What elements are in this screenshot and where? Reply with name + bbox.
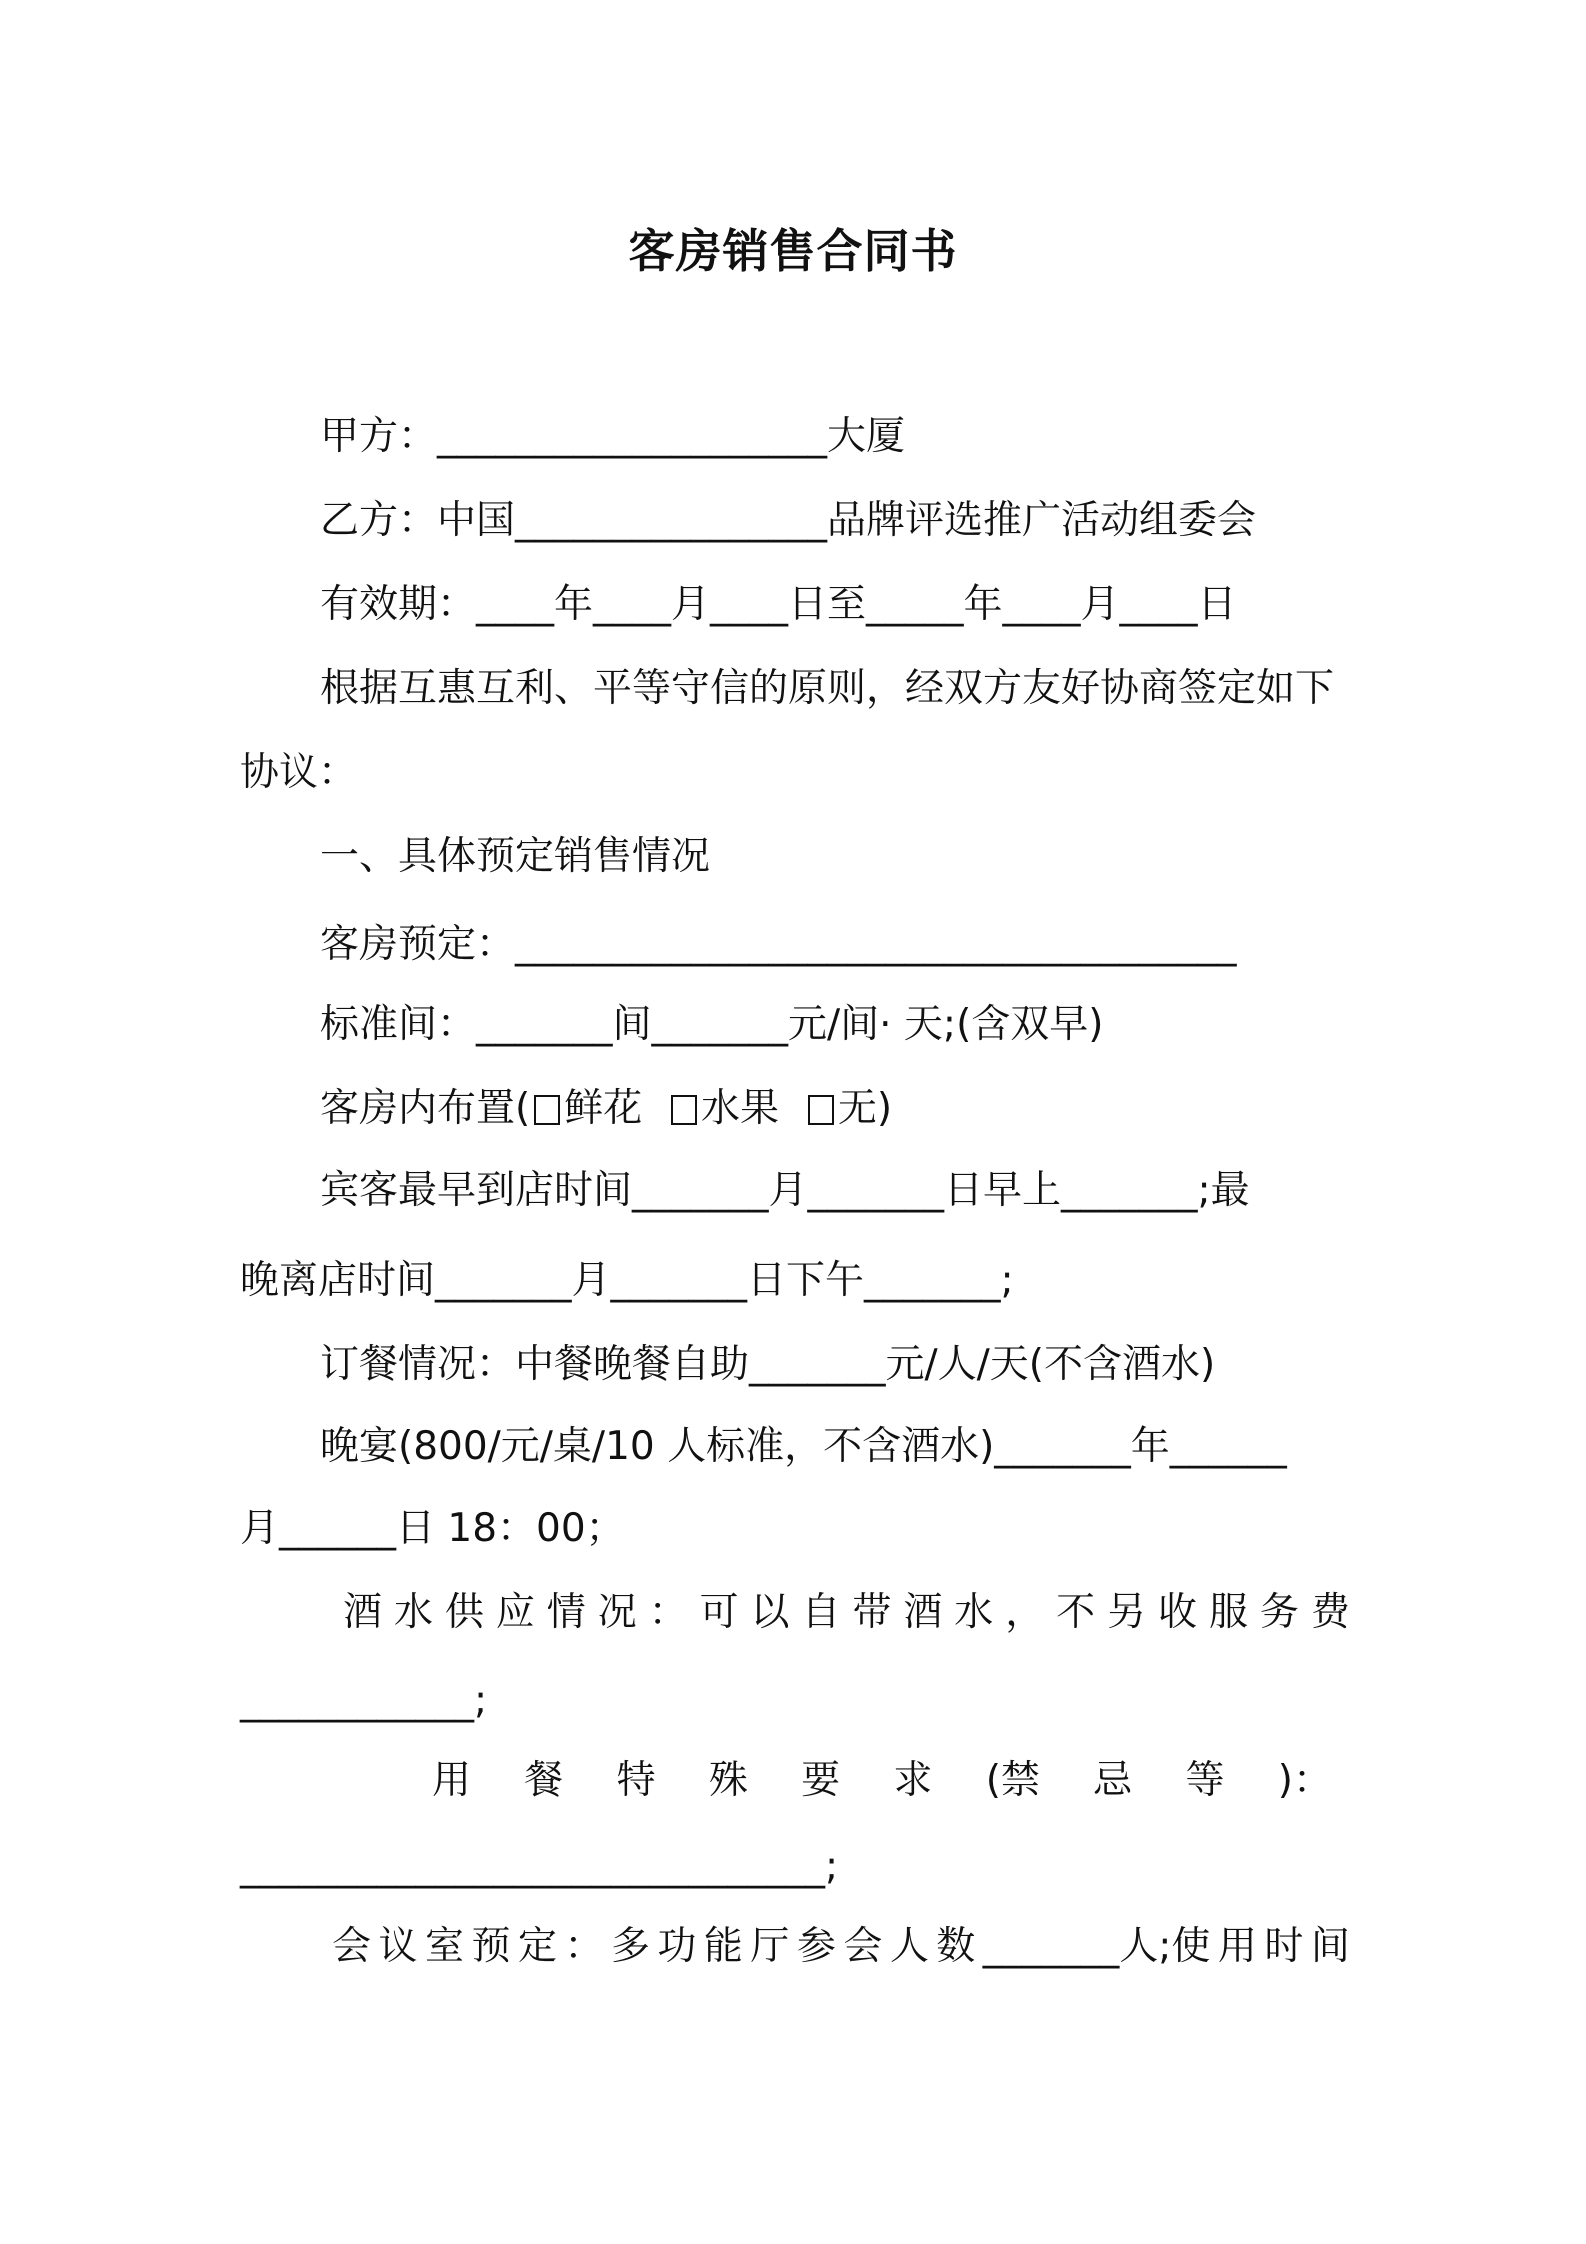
party-a-line: 甲方：____________________大厦 — [320, 414, 906, 459]
drinks-char: 收 — [1158, 1590, 1198, 1635]
drinks-char: 水 — [393, 1590, 433, 1635]
meeting-char: 能 — [703, 1924, 743, 1969]
banquet-line-1: 晚宴(800/元/桌/10 人标准，不含酒水)_______年______ — [320, 1424, 1287, 1469]
special-char: 要 — [801, 1758, 841, 1803]
meeting-char: 用 — [1217, 1924, 1257, 1969]
decor-prefix: 客房内布置( — [320, 1086, 531, 1131]
meeting-char: 间 — [1310, 1924, 1350, 1969]
drinks-char: 以 — [750, 1590, 790, 1635]
decor-option-flowers: 鲜花 — [564, 1086, 643, 1131]
banquet-line-2: 月______日 18：00； — [240, 1506, 625, 1551]
drinks-line-1 — [343, 1588, 1350, 1638]
special-char: 殊 — [708, 1758, 748, 1803]
checkbox-fruit[interactable] — [671, 1095, 697, 1125]
drinks-char: 情 — [546, 1590, 586, 1635]
special-char: 特 — [616, 1758, 656, 1803]
arrival-line-1: 宾客最早到店时间_______月_______日早上_______;最 — [320, 1168, 1250, 1213]
room-booking-line: 客房预定：_____________________________________ — [320, 922, 1237, 967]
drinks-line-2: ____________; — [240, 1678, 488, 1723]
dining-line: 订餐情况：中餐晚餐自助_______元/人/天(不含酒水) — [320, 1342, 1216, 1387]
special-char: 求 — [893, 1758, 933, 1803]
drinks-char: 不 — [1056, 1590, 1096, 1635]
special-char: 餐 — [524, 1758, 564, 1803]
meeting-char: 数 — [936, 1924, 976, 1969]
meeting-char: 定 — [517, 1924, 557, 1969]
meeting-char: 多 — [610, 1924, 650, 1969]
drinks-char: 服 — [1208, 1590, 1248, 1635]
drinks-char: ： — [648, 1590, 688, 1635]
drinks-char: 费 — [1310, 1590, 1350, 1635]
meeting-room-line — [332, 1922, 1350, 1972]
room-decor-line — [320, 1084, 892, 1134]
drinks-char: 务 — [1259, 1590, 1299, 1635]
decor-option-none: 无 — [837, 1086, 877, 1131]
intro-line-1: 根据互惠互利、平等守信的原则，经双方友好协商签定如下 — [320, 666, 1335, 711]
meeting-char: 室 — [424, 1924, 464, 1969]
meeting-char: 人 — [889, 1924, 929, 1969]
drinks-char: 水 — [954, 1590, 994, 1635]
intro-line-2: 协议： — [240, 750, 358, 795]
meeting-char: 会 — [332, 1924, 372, 1969]
drinks-char: 另 — [1107, 1590, 1147, 1635]
meeting-char: 议 — [378, 1924, 418, 1969]
special-char: )： — [1277, 1758, 1332, 1803]
section-heading-1: 一、具体预定销售情况 — [320, 834, 711, 879]
drinks-char: 带 — [852, 1590, 892, 1635]
checkbox-none[interactable] — [808, 1095, 834, 1125]
page-title: 客房销售合同书 — [628, 224, 958, 278]
meeting-char: ： — [564, 1924, 604, 1969]
drinks-char: 酒 — [343, 1590, 383, 1635]
special-char: 等 — [1185, 1758, 1225, 1803]
special-char: 忌 — [1093, 1758, 1133, 1803]
meeting-char: 会 — [843, 1924, 883, 1969]
meeting-char: _______人;使 — [982, 1924, 1211, 1969]
standard-room-line: 标准间：_______间_______元/间· 天;(含双早) — [320, 1002, 1104, 1047]
checkbox-flowers[interactable] — [534, 1095, 560, 1125]
meeting-char: 厅 — [750, 1924, 790, 1969]
drinks-char: 自 — [801, 1590, 841, 1635]
special-request-line-2: ______________________________; — [240, 1844, 839, 1889]
drinks-char: 况 — [597, 1590, 637, 1635]
drinks-char: ， — [1005, 1590, 1045, 1635]
meeting-char: 预 — [471, 1924, 511, 1969]
meeting-char: 功 — [657, 1924, 697, 1969]
drinks-char: 应 — [495, 1590, 535, 1635]
decor-suffix: ) — [876, 1086, 893, 1131]
meeting-char: 时 — [1264, 1924, 1304, 1969]
drinks-char: 酒 — [903, 1590, 943, 1635]
party-b-line: 乙方：中国________________品牌评选推广活动组委会 — [320, 498, 1257, 543]
drinks-char: 供 — [444, 1590, 484, 1635]
arrival-line-2: 晚离店时间_______月_______日下午_______; — [240, 1258, 1014, 1303]
validity-line: 有效期：____年____月____日至_____年____月____日 — [320, 582, 1237, 627]
meeting-char: 参 — [796, 1924, 836, 1969]
decor-option-fruit: 水果 — [701, 1086, 780, 1131]
special-request-line-1 — [432, 1756, 1332, 1806]
special-char: (禁 — [985, 1758, 1040, 1803]
drinks-char: 可 — [699, 1590, 739, 1635]
special-char: 用 — [432, 1758, 472, 1803]
